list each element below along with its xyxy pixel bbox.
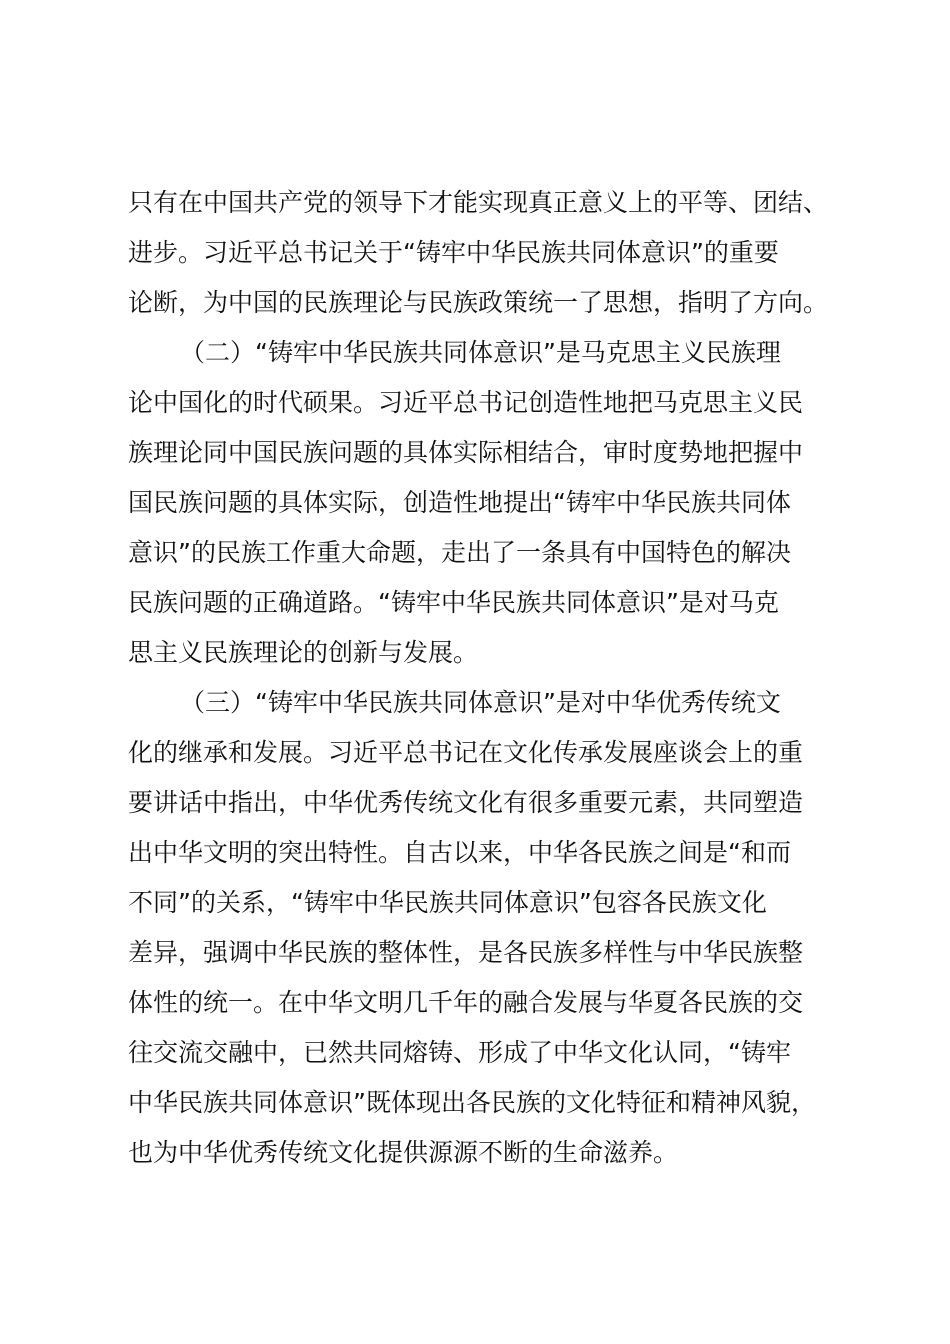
- text-line: 体性的统一。在中华文明几千年的融合发展与华夏各民族的交: [128, 988, 804, 1017]
- text-line: 思主义民族理论的创新与发展。: [128, 638, 479, 667]
- text-line: 不同”的关系，“铸牢中华民族共同体意识”包容各民族文化: [128, 888, 767, 917]
- section-heading-2: （二）“铸牢中华民族共同体意识”是马克思主义民族理: [180, 338, 781, 367]
- text-line: 论中国化的时代硕果。习近平总书记创造性地把马克思主义民: [128, 388, 804, 417]
- section-heading-3: （三）“铸牢中华民族共同体意识”是对中华优秀传统文: [180, 688, 781, 717]
- text-line: 只有在中国共产党的领导下才能实现真正意义上的平等、团结、: [128, 188, 829, 217]
- text-line: 族理论同中国民族问题的具体实际相结合，审时度势地把握中: [128, 438, 804, 467]
- text-line: 也为中华优秀传统文化提供源源不断的生命滋养。: [128, 1138, 679, 1167]
- text-line: 往交流交融中，已然共同熔铸、形成了中华文化认同，“铸牢: [128, 1038, 791, 1067]
- text-line: 意识”的民族工作重大命题，走出了一条具有中国特色的解决: [128, 538, 791, 567]
- text-line: 要讲话中指出，中华优秀传统文化有很多重要元素，共同塑造: [128, 788, 804, 817]
- text-line: 出中华文明的突出特性。自古以来，中华各民族之间是“和而: [128, 838, 791, 867]
- body-text: [128, 178, 848, 1178]
- text-line: 民族问题的正确道路。“铸牢中华民族共同体意识”是对马克: [128, 588, 779, 617]
- text-line: 差异，强调中华民族的整体性，是各民族多样性与中华民族整: [128, 938, 804, 967]
- text-line: 进步。习近平总书记关于“铸牢中华民族共同体意识”的重要: [128, 238, 779, 267]
- text-line: 国民族问题的具体实际，创造性地提出“铸牢中华民族共同体: [128, 488, 791, 517]
- text-line: 论断，为中国的民族理论与民族政策统一了思想，指明了方向。: [128, 288, 829, 317]
- text-line: 中华民族共同体意识”既体现出各民族的文化特征和精神风貌，: [128, 1088, 816, 1117]
- text-line: 化的继承和发展。习近平总书记在文化传承发展座谈会上的重: [128, 738, 804, 767]
